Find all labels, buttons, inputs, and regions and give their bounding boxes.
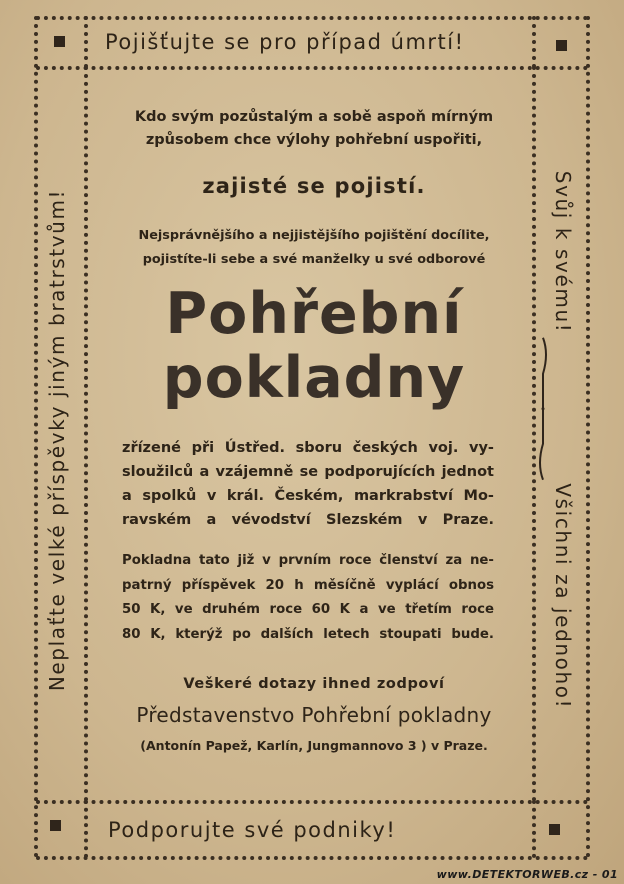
intro-text xyxy=(100,106,528,152)
paragraph-line: Pokladna tato již v prvním roce členství za ne- xyxy=(122,553,494,568)
frame-line xyxy=(36,66,588,70)
inquiries-text: Veškeré dotazy ihned zodpoví xyxy=(183,676,445,692)
frame-line xyxy=(532,16,536,68)
border-right-upper: Svůj k svému! xyxy=(551,170,575,334)
frame-line xyxy=(586,16,590,858)
paragraph-line: a spolků v král. Českém, markrabství Mo- xyxy=(122,488,494,504)
paragraph-line: sloužilců a vzájemně se podporujících jednot xyxy=(122,464,494,480)
board-name: Představenstvo Pohřební pokladny xyxy=(136,703,492,727)
corner-square-icon xyxy=(50,820,61,831)
frame-line xyxy=(532,800,536,858)
main-title xyxy=(100,282,528,410)
address-text: (Antonín Papež, Karlín, Jungmannovo 3 ) v Praze. xyxy=(140,738,488,753)
border-right-lower: Všichni za jednoho! xyxy=(551,483,575,710)
paragraph-line: 50 K, ve druhém roce 60 K a ve třetím roce xyxy=(122,602,494,617)
corner-square-icon xyxy=(549,824,560,835)
title-line: pokladny xyxy=(162,345,466,411)
frame-line xyxy=(36,16,588,20)
watermark: www.DETEKTORWEB.cz - 01 xyxy=(436,868,618,881)
corner-square-icon xyxy=(54,36,65,47)
advice-line: Nejsprávnějšího a nejjistějšího pojištění docílite, xyxy=(138,228,490,243)
advice-line: pojistíte-li sebe a své manželky u své odborové xyxy=(142,252,486,267)
paragraph-line: ravském a vévodství Slezském v Praze. xyxy=(122,512,494,528)
frame-line xyxy=(84,16,88,68)
paragraph-line: patrný příspěvek 20 h měsíčně vyplácí obnos xyxy=(122,577,494,593)
border-top-text: Pojišťujte se pro případ úmrtí! xyxy=(105,30,465,54)
border-left-text: Neplaťte velké příspěvky jiným bratrstvům! xyxy=(45,188,69,692)
paragraph-line: zřízené při Ústřed. sboru českých voj. vy- xyxy=(122,440,494,456)
paragraph-founding xyxy=(122,436,494,532)
advice-text xyxy=(100,224,528,272)
paragraph-benefits xyxy=(122,549,494,647)
frame-line xyxy=(36,800,588,804)
highlight-heading: zajisté se pojistí. xyxy=(202,174,426,198)
frame-line xyxy=(84,66,88,802)
frame-line xyxy=(84,800,88,858)
title-line: Pohřební xyxy=(165,281,463,347)
frame-line xyxy=(36,856,588,860)
intro-line: Kdo svým pozůstalým a sobě aspoň mírným xyxy=(134,109,494,125)
border-right-text xyxy=(551,171,575,709)
corner-square-icon xyxy=(556,40,567,51)
intro-line: způsobem chce výlohy pohřební uspořiti, xyxy=(145,132,483,148)
paragraph-line: 80 K, kterýž po dalších letech stoupati bude. xyxy=(122,626,494,642)
frame-line xyxy=(34,16,38,858)
border-bottom-text: Podporujte své podniky! xyxy=(108,818,397,842)
